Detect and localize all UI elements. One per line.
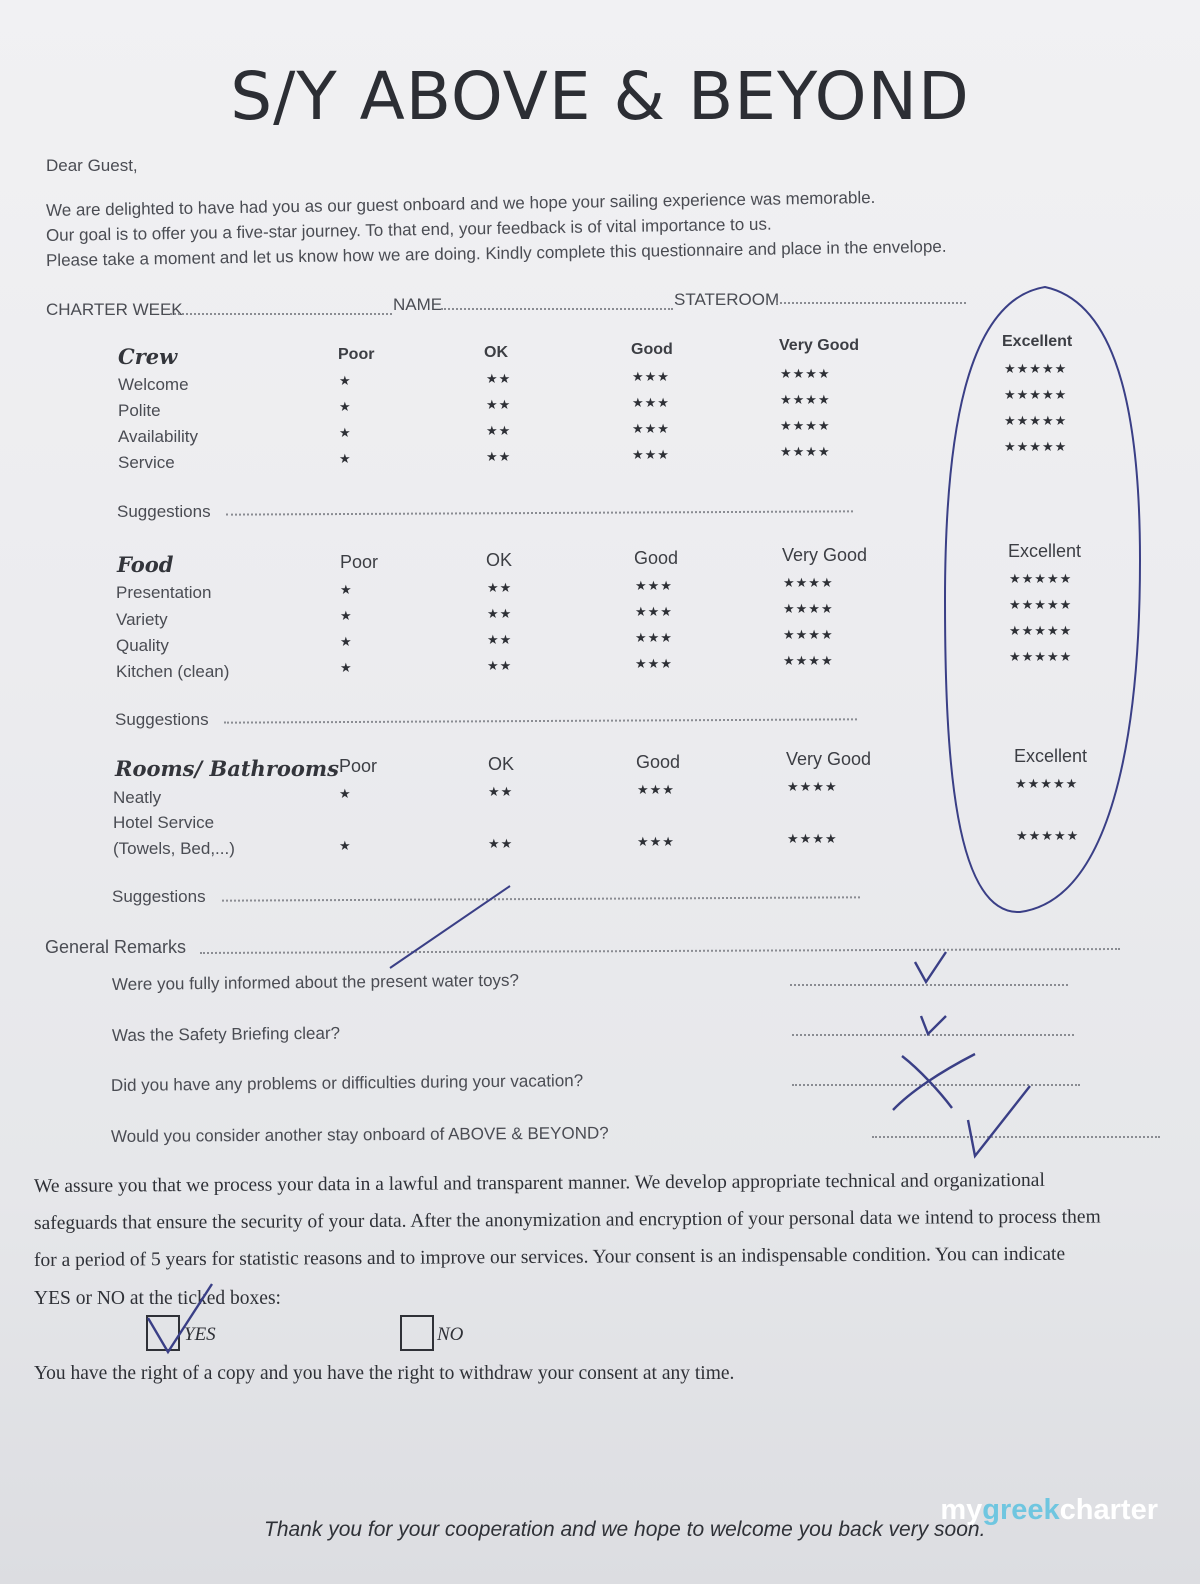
crew-availability-5star[interactable]: ★★★★★: [1004, 413, 1068, 428]
rooms-neatly-1star[interactable]: ★: [339, 786, 352, 801]
food-presentation-5star[interactable]: ★★★★★: [1009, 571, 1073, 586]
crew-suggestions-label: Suggestions: [117, 502, 211, 521]
crew-col-ok: OK: [484, 344, 508, 361]
food-kitchen-2star[interactable]: ★★: [487, 658, 513, 673]
crew-title: Crew: [118, 344, 178, 369]
crew-service-5star[interactable]: ★★★★★: [1004, 439, 1068, 454]
rooms-service-1star[interactable]: ★: [339, 838, 352, 853]
charter-week-label: CHARTER WEEK: [46, 300, 183, 319]
crew-availability-3star[interactable]: ★★★: [632, 421, 670, 436]
food-presentation-1star[interactable]: ★: [340, 582, 353, 597]
rooms-suggestions-label: Suggestions: [112, 887, 206, 906]
food-presentation-4star[interactable]: ★★★★: [783, 575, 834, 590]
rooms-neatly-3star[interactable]: ★★★: [637, 782, 675, 797]
food-col-good: Good: [634, 548, 679, 568]
check-safety-mark: [921, 1016, 946, 1034]
crew-welcome-1star[interactable]: ★: [339, 373, 352, 388]
rooms-col-good: Good: [636, 752, 681, 772]
food-col-very-good: Very Good: [782, 545, 868, 565]
food-quality-5star[interactable]: ★★★★★: [1009, 623, 1073, 638]
crew-col-poor: Poor: [338, 346, 375, 363]
food-quality-2star[interactable]: ★★: [487, 632, 513, 647]
crew-polite-4star[interactable]: ★★★★: [780, 392, 831, 407]
crew-availability-2star[interactable]: ★★: [486, 423, 512, 438]
crew-welcome-4star[interactable]: ★★★★: [780, 366, 831, 381]
rooms-neatly-4star[interactable]: ★★★★: [787, 779, 838, 794]
crew-service-1star[interactable]: ★: [339, 451, 352, 466]
crew-item-welcome: Welcome: [118, 375, 189, 394]
food-quality-4star[interactable]: ★★★★: [783, 627, 834, 642]
crew-welcome-2star[interactable]: ★★: [486, 371, 512, 386]
check-water-toys-mark: [915, 952, 946, 982]
question-safety-briefing: Was the Safety Briefing clear?: [111, 1023, 341, 1045]
legal-line-4: YES or NO at the ticked boxes:: [34, 1288, 281, 1309]
rooms-col-ok: OK: [488, 754, 515, 774]
food-presentation-2star[interactable]: ★★: [487, 580, 513, 595]
food-suggestions-label: Suggestions: [115, 710, 209, 729]
crew-welcome-3star[interactable]: ★★★: [632, 369, 670, 384]
food-variety-4star[interactable]: ★★★★: [783, 601, 834, 616]
crew-service-2star[interactable]: ★★: [486, 449, 512, 464]
crew-availability-4star[interactable]: ★★★★: [780, 418, 831, 433]
crew-polite-5star[interactable]: ★★★★★: [1004, 387, 1068, 402]
rooms-service-2star[interactable]: ★★: [488, 836, 514, 851]
crew-item-polite: Polite: [118, 401, 161, 420]
food-item-quality: Quality: [116, 636, 169, 655]
food-item-kitchen: Kitchen (clean): [116, 662, 230, 681]
crew-polite-2star[interactable]: ★★: [486, 397, 512, 412]
legal-rights: You have the right of a copy and you have the right to withdraw your consent at any time.: [34, 1363, 735, 1384]
consent-yes-label: YES: [184, 1324, 216, 1345]
legal-line-2: safeguards that ensure the security of your data. After the anonymization and encryption of your personal data we intend to process them: [33, 1206, 1101, 1234]
food-col-excellent: Excellent: [1008, 541, 1082, 561]
food-kitchen-4star[interactable]: ★★★★: [783, 653, 834, 668]
crew-col-good: Good: [631, 341, 673, 358]
food-quality-1star[interactable]: ★: [340, 634, 353, 649]
intro-line-3: Please take a moment and let us know how we are doing. Kindly complete this questionnaire and place in the envelope.: [45, 236, 947, 270]
rooms-neatly-2star[interactable]: ★★: [488, 784, 514, 799]
crew-col-excellent: Excellent: [1002, 333, 1073, 350]
crew-availability-1star[interactable]: ★: [339, 425, 352, 440]
food-title: Food: [117, 552, 174, 577]
crew-col-very-good: Very Good: [779, 337, 860, 354]
excellent-circle-mark: [945, 287, 1140, 912]
question-water-toys: Were you fully informed about the present water toys?: [111, 970, 520, 994]
crew-welcome-5star[interactable]: ★★★★★: [1004, 361, 1068, 376]
stateroom-label: STATEROOM: [674, 290, 780, 309]
rooms-neatly-5star[interactable]: ★★★★★: [1015, 776, 1079, 791]
rooms-col-excellent: Excellent: [1014, 746, 1088, 766]
rooms-item-towels-bed: (Towels, Bed,...): [113, 839, 235, 858]
food-variety-3star[interactable]: ★★★: [635, 604, 673, 619]
rooms-item-hotel-service: Hotel Service: [113, 813, 215, 832]
question-problems: Did you have any problems or difficulties during your vacation?: [110, 1071, 584, 1095]
crew-item-service: Service: [118, 453, 175, 472]
crew-service-4star[interactable]: ★★★★: [780, 444, 831, 459]
check-another-stay-mark: [968, 1086, 1030, 1156]
greeting: Dear Guest,: [46, 156, 138, 175]
intro-line-2: Our goal is to offer you a five-star journey. To that end, your feedback is of vital importance to us.: [45, 214, 772, 245]
crew-polite-3star[interactable]: ★★★: [632, 395, 670, 410]
food-item-variety: Variety: [116, 610, 168, 629]
food-quality-3star[interactable]: ★★★: [635, 630, 673, 645]
thanks-message: Thank you for your cooperation and we hope to welcome you back very soon.: [264, 1518, 986, 1541]
food-kitchen-1star[interactable]: ★: [340, 660, 353, 675]
rooms-service-5star[interactable]: ★★★★★: [1016, 828, 1080, 843]
rooms-item-neatly: Neatly: [113, 788, 162, 807]
cross-problems-mark: [893, 1054, 975, 1110]
intro-line-1: We are delighted to have had you as our guest onboard and we hope your sailing experience was memorable.: [45, 187, 876, 220]
crew-service-3star[interactable]: ★★★: [632, 447, 670, 462]
crew-polite-1star[interactable]: ★: [339, 399, 352, 414]
food-col-poor: Poor: [340, 552, 379, 572]
remarks-strike-mark: [390, 886, 510, 968]
legal-line-1: We assure you that we process your data in a lawful and transparent manner. We develop appropriate technical and organizational: [33, 1169, 1045, 1197]
food-variety-2star[interactable]: ★★: [487, 606, 513, 621]
rooms-col-very-good: Very Good: [786, 749, 872, 769]
food-variety-1star[interactable]: ★: [340, 608, 353, 623]
legal-line-3: for a period of 5 years for statistic reasons and to improve our services. Your consent is an indispensable condition. You can indicate: [33, 1243, 1066, 1271]
mygreekcharter-logo: mygreekcharter: [940, 1494, 1158, 1526]
rooms-col-poor: Poor: [339, 756, 378, 776]
food-variety-5star[interactable]: ★★★★★: [1009, 597, 1073, 612]
name-label: NAME: [393, 295, 443, 314]
rooms-title: Rooms/ Bathrooms: [115, 756, 339, 781]
check-yes-mark: [148, 1284, 212, 1352]
rooms-service-4star[interactable]: ★★★★: [787, 831, 838, 846]
general-remarks-label: General Remarks: [45, 937, 187, 957]
rooms-service-3star[interactable]: ★★★: [637, 834, 675, 849]
food-presentation-3star[interactable]: ★★★: [635, 578, 673, 593]
question-another-stay: Would you consider another stay onboard of ABOVE & BEYOND?: [110, 1123, 609, 1146]
food-kitchen-5star[interactable]: ★★★★★: [1009, 649, 1073, 664]
page-title: S/Y ABOVE & BEYOND: [230, 58, 970, 135]
food-item-presentation: Presentation: [116, 583, 212, 602]
food-kitchen-3star[interactable]: ★★★: [635, 656, 673, 671]
crew-item-availability: Availability: [118, 427, 199, 446]
consent-no-label: NO: [437, 1324, 464, 1345]
food-col-ok: OK: [486, 550, 513, 570]
